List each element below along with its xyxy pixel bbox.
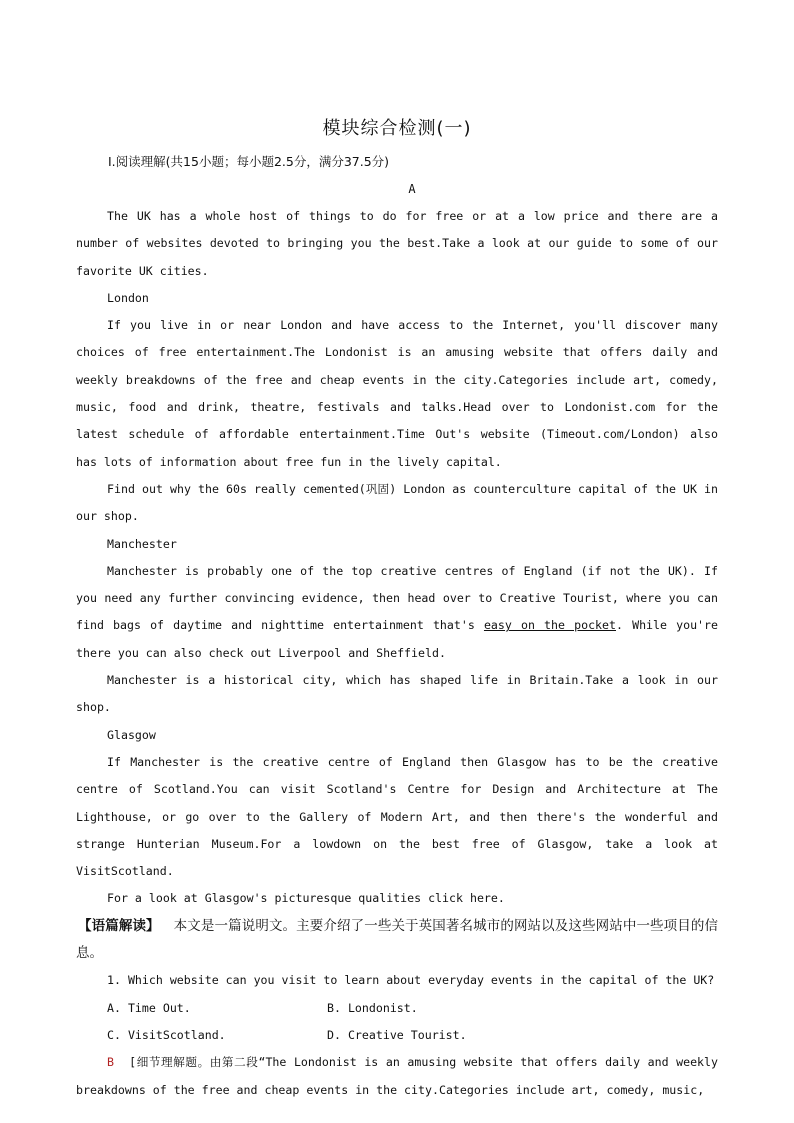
analysis-tag: 【语篇解读】: [78, 917, 160, 934]
section-heading: Ⅰ.阅读理解(共15小题；每小题2.5分，满分37.5分): [108, 154, 390, 169]
question-1-explanation: [76, 1049, 718, 1104]
london-heading: London: [107, 290, 149, 305]
question-1-stem: 1. Which website can you visit to learn about everyday events in the capital of the UK?: [107, 973, 715, 988]
glasgow-heading: Glasgow: [107, 727, 156, 742]
manchester-paragraph-1: [76, 558, 718, 667]
london-paragraph-1: If you live in or near London and have access to the Internet, you'll discover many choices of free entertainment.The Londonist is an amusing website that offers daily and weekly breakdowns of the free and cheap events in the city.Categories include art, comedy, music, food and drink, theatre, festivals and talks.Head over to Londonist.com for the latest schedule of affordable entertainment.Time Out's website (Timeout.com/London) also has lots of information about free fun in the lively capital.: [76, 318, 718, 469]
manchester-paragraph-2: Manchester is a historical city, which has shaped life in Britain.Take a look in our shop.: [76, 673, 718, 715]
option-d: D. Creative Tourist.: [327, 1027, 467, 1042]
analysis-text: 本文是一篇说明文。主要介绍了一些关于英国著名城市的网站以及这些网站中一些项目的信息。: [76, 917, 719, 962]
option-a: A. Time Out.: [107, 1000, 191, 1015]
manchester-p1-after: . While you're there you can also check out Liverpool and Sheffield.: [76, 618, 718, 660]
answer-letter: B: [107, 1055, 114, 1070]
part-label: A: [408, 182, 416, 196]
glasgow-paragraph-1: If Manchester is the creative centre of England then Glasgow has to be the creative centre of Scotland.You can visit Scotland's Centre for Design and Architecture at The Lighthouse, or go over to the Gallery of Modern Art, and then there's the wonderful and strange Hunterian Museum.For a lowdown on the best free of Glasgow, take a look at VisitScotland.: [76, 754, 718, 879]
explanation-text: [细节理解题。由第二段“The Londonist is an amusing website that offers daily and weekly breakdowns of the free and cheap events in the city.Categories include art, comedy, music,: [76, 1055, 718, 1097]
option-c: C. VisitScotland.: [107, 1027, 226, 1042]
question-1-options-row-2: [76, 1022, 718, 1049]
underlined-phrase: easy on the pocket: [483, 618, 616, 633]
passage-body: [76, 203, 718, 1104]
option-b: B. Londonist.: [327, 1000, 418, 1015]
manchester-heading: Manchester: [107, 536, 177, 551]
page-title: 模块综合检测(一): [322, 118, 472, 139]
london-paragraph-2: Find out why the 60s really cemented(巩固) London as counterculture capital of the UK in our shop.: [76, 481, 718, 524]
manchester-p1-before: Manchester is probably one of the top creative centres of England (if not the UK). If you need any further convincing evidence, then head over to Creative Tourist, where you can find bags of daytime and nighttime entertainment that's: [76, 563, 718, 633]
glasgow-paragraph-2: For a look at Glasgow's picturesque qualities click here.: [107, 891, 505, 906]
question-1-options-row-1: [76, 995, 718, 1022]
intro-paragraph: The UK has a whole host of things to do for free or at a low price and there are a number of websites devoted to bringing you the best.Take a look at our guide to some of our favorite UK cities.: [76, 209, 718, 278]
analysis-paragraph: [76, 913, 718, 968]
